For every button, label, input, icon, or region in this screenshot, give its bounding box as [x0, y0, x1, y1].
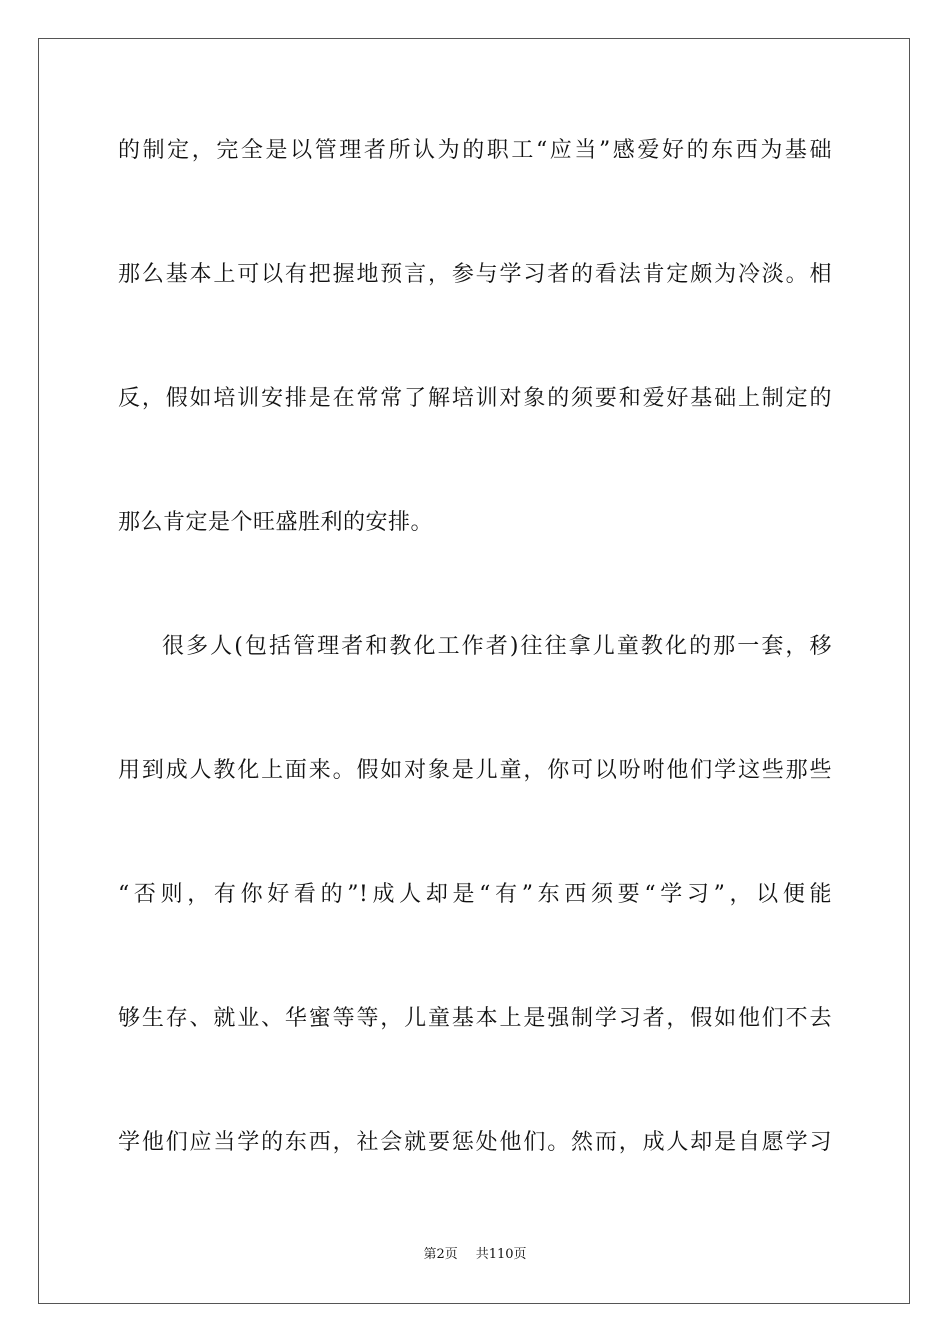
page-footer	[0, 1246, 950, 1264]
text-line: 的制定，完全是以管理者所认为的职工“应当”感爱好的东西为基础	[118, 138, 832, 163]
page-number: 第2页	[423, 1247, 458, 1262]
text-line: 用到成人教化上面来。假如对象是儿童，你可以吩咐他们学这些那些	[118, 758, 832, 783]
text-line: 学他们应当学的东西，社会就要惩处他们。然而，成人却是自愿学习	[118, 1130, 832, 1155]
text-line: 那么肯定是个旺盛胜利的安排。	[118, 510, 434, 535]
page-frame	[38, 38, 910, 1304]
text-line: 很多人(包括管理者和教化工作者)往往拿儿童教化的那一套，移	[162, 634, 832, 659]
text-line: 够生存、就业、华蜜等等，儿童基本上是强制学习者，假如他们不去	[118, 1006, 832, 1031]
text-line: 那么基本上可以有把握地预言，参与学习者的看法肯定颇为冷淡。相	[118, 262, 832, 287]
text-line: “否则，有你好看的”!成人却是“有”东西须要“学习”，以便能	[118, 882, 832, 907]
text-line: 反，假如培训安排是在常常了解培训对象的须要和爱好基础上制定的	[118, 386, 832, 411]
page-total: 共110页	[475, 1247, 527, 1262]
